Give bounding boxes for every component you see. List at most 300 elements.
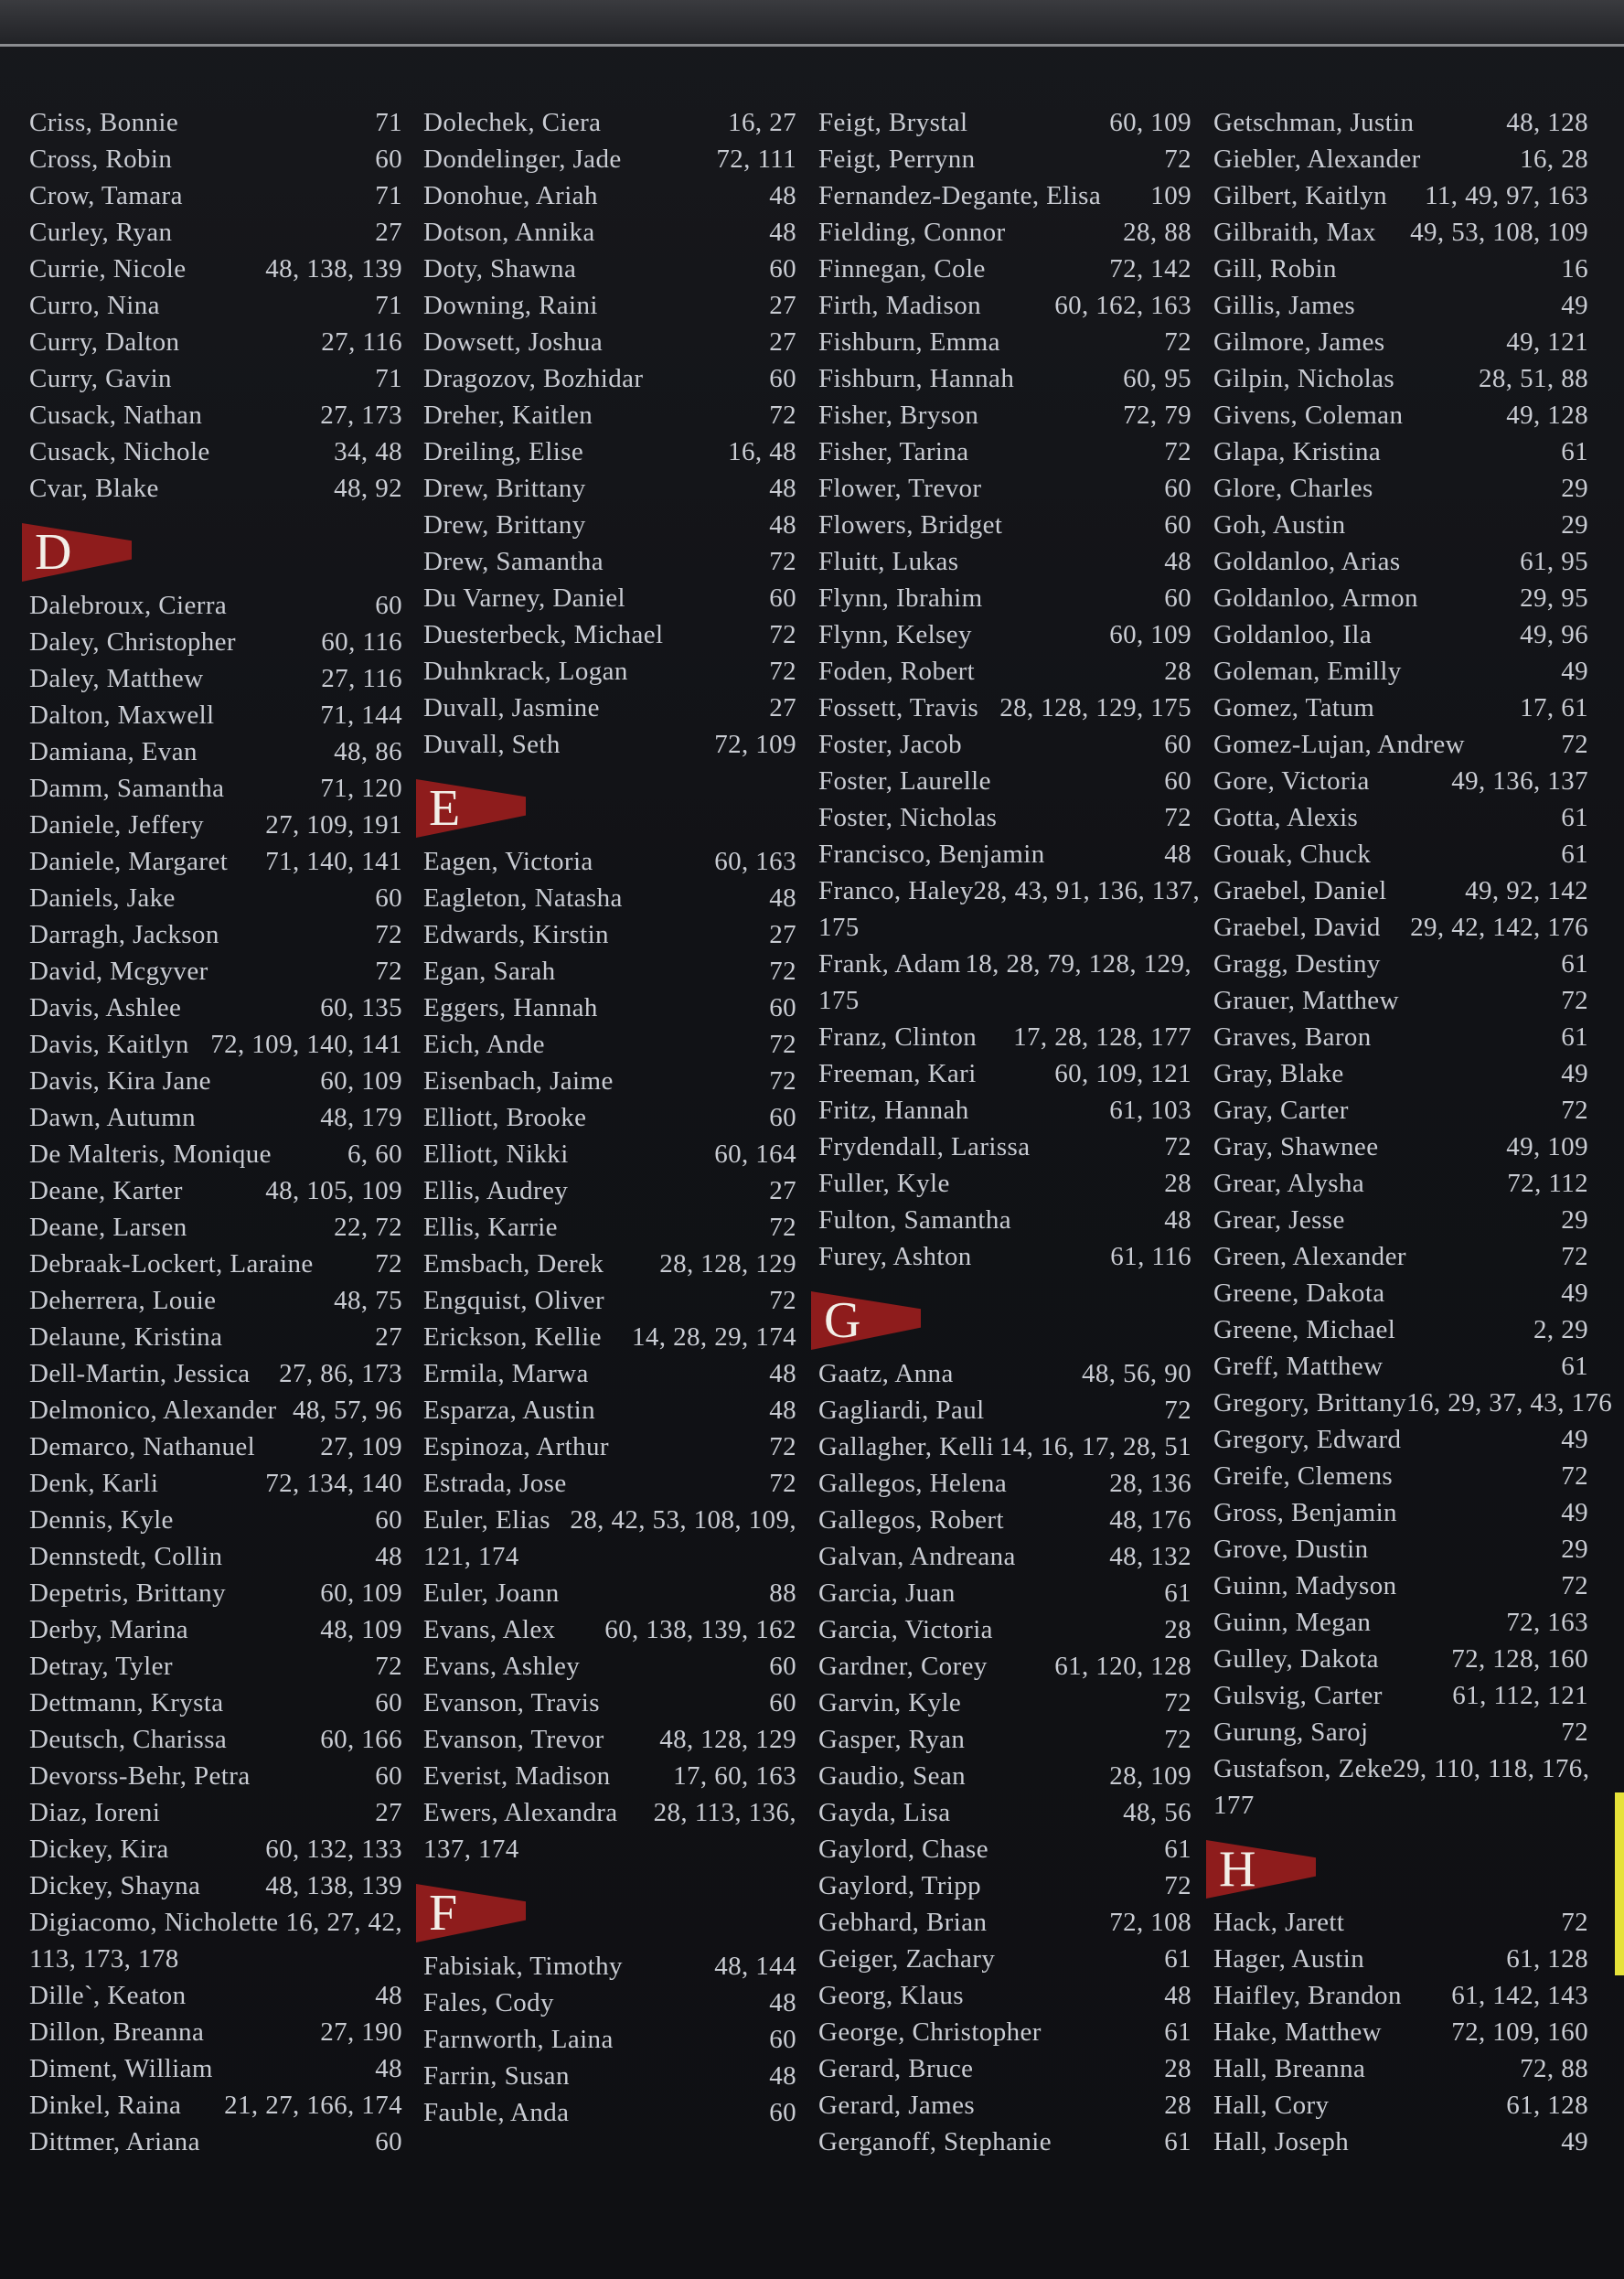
- entry-pages: 27: [769, 920, 796, 949]
- entry-name: Curley, Ryan: [29, 218, 173, 247]
- index-entry: [29, 1319, 402, 1355]
- entry-pages: 60: [769, 1103, 796, 1132]
- entry-pages: 61, 116: [1110, 1242, 1191, 1271]
- entry-pages: 60: [1164, 766, 1191, 796]
- index-entry: [1213, 251, 1588, 287]
- entry-pages: 72: [375, 1249, 402, 1279]
- entry-name: Givens, Coleman: [1213, 401, 1404, 430]
- entry-name: Fishburn, Emma: [818, 327, 1000, 357]
- index-entry: [29, 1611, 402, 1648]
- entry-name: Furey, Ashton: [818, 1242, 972, 1271]
- index-entry: [423, 507, 796, 543]
- entry-pages: 61, 112, 121: [1452, 1681, 1588, 1710]
- entry-name: Garcia, Victoria: [818, 1615, 993, 1644]
- entry-pages: 61: [1164, 1944, 1191, 1974]
- section-letter: G: [824, 1292, 861, 1349]
- index-entry: [423, 1948, 796, 1985]
- entry-pages: 29, 110, 118, 176,: [1393, 1754, 1590, 1783]
- index-entry: [29, 1282, 402, 1319]
- entry-name: Davis, Ashlee: [29, 993, 182, 1022]
- index-entry: [1213, 580, 1588, 616]
- entry-pages: 29: [1561, 1205, 1588, 1235]
- entry-name: Eggers, Hannah: [423, 993, 598, 1022]
- entry-name: Gallegos, Helena: [818, 1469, 1008, 1498]
- index-entry: [423, 1172, 796, 1209]
- entry-pages: 60, 109: [320, 1578, 402, 1608]
- entry-name: Devorss-Behr, Petra: [29, 1761, 251, 1791]
- entry-name: Dalebroux, Cierra: [29, 591, 228, 620]
- entry-name: Drew, Brittany: [423, 474, 586, 503]
- entry-name: Fielding, Connor: [818, 218, 1006, 247]
- entry-pages: 60, 109: [1109, 620, 1191, 649]
- entry-pages: 49, 121: [1506, 327, 1588, 357]
- entry-name: Firth, Madison: [818, 291, 981, 320]
- entry-pages: 60: [375, 1505, 402, 1535]
- index-entry: [818, 1129, 1191, 1165]
- index-entry: [1213, 214, 1588, 251]
- index-entry: [1213, 1275, 1588, 1311]
- entry-name: Gregory, Brittany: [1213, 1388, 1407, 1418]
- index-entry: [1213, 433, 1588, 470]
- index-entry: [423, 1209, 796, 1246]
- entry-name: Delmonico, Alexander: [29, 1396, 277, 1425]
- index-entry: [423, 1985, 796, 2021]
- entry-pages: 72: [1164, 803, 1191, 832]
- entry-pages: 48: [769, 2061, 796, 2091]
- entry-pages: 61, 103: [1109, 1096, 1191, 1125]
- entry-pages: 48, 92: [334, 474, 402, 503]
- entry-name: Demarco, Nathanuel: [29, 1432, 256, 1461]
- entry-pages: 60: [375, 144, 402, 174]
- entry-name: Glore, Charles: [1213, 474, 1373, 503]
- index-entry: [29, 807, 402, 843]
- entry-name: Grauer, Matthew: [1213, 986, 1399, 1015]
- entry-name: Gilpin, Nicholas: [1213, 364, 1395, 393]
- entry-name: Curry, Gavin: [29, 364, 172, 393]
- entry-name: Haifley, Brandon: [1213, 1981, 1402, 2010]
- entry-pages: 72: [1561, 1096, 1588, 1125]
- entry-name: Dettmann, Krysta: [29, 1688, 224, 1717]
- entry-name: Doty, Shawna: [423, 254, 577, 284]
- index-entry: [1213, 177, 1588, 214]
- index-entry: [1213, 1677, 1588, 1714]
- entry-pages: 48: [769, 474, 796, 503]
- entry-pages: 72: [375, 920, 402, 949]
- entry-name: Gill, Robin: [1213, 254, 1337, 284]
- entry-pages: 72: [1561, 1571, 1588, 1600]
- index-entry: [29, 1136, 402, 1172]
- index-entry: [423, 1099, 796, 1136]
- index-entry: [29, 953, 402, 990]
- index-entry: [29, 2087, 402, 2124]
- entry-pages: 16: [1561, 254, 1588, 284]
- entry-pages: 49, 109: [1506, 1132, 1588, 1161]
- entry-name: Damm, Samantha: [29, 774, 225, 803]
- entry-pages: 48, 128, 129: [659, 1725, 796, 1754]
- index-entry: [29, 2014, 402, 2050]
- entry-name: Greife, Clemens: [1213, 1461, 1394, 1491]
- index-entry: [818, 616, 1191, 653]
- index-entry: [423, 616, 796, 653]
- index-entry: [29, 2124, 402, 2160]
- entry-name: Francisco, Benjamin: [818, 840, 1045, 869]
- entry-pages: 60: [375, 591, 402, 620]
- index-entry: [818, 1355, 1191, 1392]
- index-entry: [1213, 1458, 1588, 1494]
- entry-name: Evans, Alex: [423, 1615, 556, 1644]
- entry-pages: 71, 120: [320, 774, 402, 803]
- entry-pages: 27: [375, 1798, 402, 1827]
- entry-name: Gray, Shawnee: [1213, 1132, 1379, 1161]
- entry-pages: 48, 144: [714, 1952, 796, 1981]
- index-entry: [818, 543, 1191, 580]
- entry-pages: 48, 128: [1506, 108, 1588, 137]
- entry-pages: 49, 136, 137: [1451, 766, 1588, 796]
- entry-pages: 49: [1561, 1059, 1588, 1088]
- entry-pages: 71, 140, 141: [265, 847, 402, 876]
- entry-pages: 28, 42, 53, 108, 109,: [570, 1505, 796, 1535]
- entry-name: Elliott, Nikki: [423, 1140, 569, 1169]
- index-entry: [1213, 1055, 1588, 1092]
- entry-pages: 28, 51, 88: [1479, 364, 1588, 393]
- entry-name: Gaatz, Anna: [818, 1359, 954, 1388]
- entry-name: Hack, Jarett: [1213, 1908, 1345, 1937]
- entry-name: Cvar, Blake: [29, 474, 159, 503]
- index-entry: [1213, 397, 1588, 433]
- entry-name: Feigt, Perrynn: [818, 144, 976, 174]
- index-entry: [423, 990, 796, 1026]
- index-entry: [29, 1026, 402, 1063]
- entry-pages: 27: [769, 327, 796, 357]
- entry-pages: 27: [375, 1322, 402, 1352]
- entry-name: Greff, Matthew: [1213, 1352, 1384, 1381]
- index-entry: [818, 2124, 1191, 2160]
- entry-name: Deherrera, Louie: [29, 1286, 217, 1315]
- entry-pages: 60, 138, 139, 162: [604, 1615, 796, 1644]
- entry-name: Duhnkrack, Logan: [423, 657, 628, 686]
- entry-pages: 60, 135: [320, 993, 402, 1022]
- index-entry-continuation: 177: [1213, 1791, 1255, 1820]
- entry-name: Davis, Kira Jane: [29, 1066, 211, 1096]
- entry-pages: 48: [1164, 1981, 1191, 2010]
- index-entry: [818, 799, 1191, 836]
- entry-name: Goldanloo, Arias: [1213, 547, 1401, 576]
- entry-pages: 61: [1164, 2017, 1191, 2047]
- entry-pages: 72: [769, 620, 796, 649]
- index-entry: [423, 360, 796, 397]
- entry-pages: 61, 142, 143: [1451, 1981, 1588, 2010]
- section-letter: H: [1219, 1841, 1256, 1898]
- index-entry: [1213, 726, 1588, 763]
- index-entry: [818, 1721, 1191, 1758]
- index-entry: [1213, 909, 1588, 946]
- index-entry: [1213, 1238, 1588, 1275]
- entry-pages: 72: [1561, 1908, 1588, 1937]
- index-entry: [29, 916, 402, 953]
- index-entry: [1213, 1019, 1588, 1055]
- entry-pages: 71, 144: [320, 701, 402, 730]
- index-entry: [1213, 360, 1588, 397]
- entry-name: Grear, Alysha: [1213, 1169, 1365, 1198]
- index-entry: [1213, 1604, 1588, 1641]
- entry-name: Georg, Klaus: [818, 1981, 964, 2010]
- entry-name: Gray, Blake: [1213, 1059, 1344, 1088]
- index-entry: [423, 214, 796, 251]
- entry-pages: 72: [1164, 1688, 1191, 1717]
- index-entry: [29, 1538, 402, 1575]
- index-entry: [423, 880, 796, 916]
- index-entry: [1213, 507, 1588, 543]
- entry-name: Dell-Martin, Jessica: [29, 1359, 251, 1388]
- index-entry: [423, 1428, 796, 1465]
- entry-pages: 48: [769, 1988, 796, 2017]
- entry-name: Fauble, Anda: [423, 2098, 570, 2127]
- entry-pages: 28, 109: [1109, 1761, 1191, 1791]
- entry-name: Duvall, Jasmine: [423, 693, 600, 722]
- entry-pages: 72, 142: [1109, 254, 1191, 284]
- entry-pages: 27, 109, 191: [265, 810, 402, 840]
- entry-pages: 27, 190: [320, 2017, 402, 2047]
- index-entry: [818, 690, 1191, 726]
- index-entry: [29, 880, 402, 916]
- index-entry: [29, 324, 402, 360]
- entry-name: Elliott, Brooke: [423, 1103, 587, 1132]
- index-entry: [423, 470, 796, 507]
- entry-name: Detray, Tyler: [29, 1652, 173, 1681]
- entry-pages: 88: [769, 1578, 796, 1608]
- entry-pages: 72, 112: [1507, 1169, 1588, 1198]
- entry-pages: 16, 27: [728, 108, 796, 137]
- index-entry: [818, 397, 1191, 433]
- entry-pages: 72: [769, 1469, 796, 1498]
- entry-pages: 48: [769, 883, 796, 913]
- entry-pages: 61: [1561, 949, 1588, 979]
- entry-pages: 28, 113, 136,: [653, 1798, 796, 1827]
- entry-name: Downing, Raini: [423, 291, 598, 320]
- entry-name: Esparza, Austin: [423, 1396, 596, 1425]
- entry-pages: 48, 86: [334, 737, 402, 766]
- entry-name: Engquist, Oliver: [423, 1286, 605, 1315]
- entry-name: Gilmore, James: [1213, 327, 1385, 357]
- entry-pages: 6, 60: [347, 1140, 402, 1169]
- entry-pages: 27: [769, 1176, 796, 1205]
- index-entry: [423, 1758, 796, 1794]
- letter-banner-e: [416, 774, 796, 840]
- entry-pages: 48, 57, 96: [293, 1396, 402, 1425]
- entry-pages: 60: [769, 1652, 796, 1681]
- index-entry: [29, 104, 402, 141]
- entry-name: Fales, Cody: [423, 1988, 554, 2017]
- entry-name: Hall, Cory: [1213, 2091, 1330, 2120]
- entry-pages: 16, 48: [728, 437, 796, 466]
- entry-name: Cusack, Nathan: [29, 401, 203, 430]
- entry-pages: 29, 95: [1520, 583, 1588, 613]
- index-entry: [818, 1019, 1191, 1055]
- edge-strip: [1615, 1792, 1624, 1975]
- entry-name: Dowsett, Joshua: [423, 327, 604, 357]
- entry-pages: 27: [375, 218, 402, 247]
- entry-name: Egan, Sarah: [423, 957, 556, 986]
- entry-name: Gilbraith, Max: [1213, 218, 1376, 247]
- entry-pages: 48, 179: [320, 1103, 402, 1132]
- entry-pages: 72, 109: [714, 730, 796, 759]
- entry-name: Dragozov, Bozhidar: [423, 364, 644, 393]
- index-column-2: [423, 104, 796, 2131]
- entry-name: Dillon, Breanna: [29, 2017, 205, 2047]
- index-entry: [1213, 872, 1588, 909]
- entry-name: Foster, Nicholas: [818, 803, 998, 832]
- entry-name: Franz, Clinton: [818, 1022, 978, 1052]
- entry-pages: 60: [1164, 583, 1191, 613]
- index-entry: [423, 726, 796, 763]
- entry-pages: 72, 109, 160: [1451, 2017, 1588, 2047]
- index-entry: [1213, 1092, 1588, 1129]
- entry-pages: 60, 162, 163: [1054, 291, 1191, 320]
- top-band: [0, 0, 1624, 44]
- entry-name: Damiana, Evan: [29, 737, 198, 766]
- entry-name: Fernandez-Degante, Elisa: [818, 181, 1102, 210]
- section-letter: F: [429, 1885, 458, 1942]
- index-entry: [818, 177, 1191, 214]
- entry-pages: 2, 29: [1533, 1315, 1588, 1344]
- entry-pages: 72: [1561, 1461, 1588, 1491]
- entry-name: Daniele, Margaret: [29, 847, 229, 876]
- entry-name: Flynn, Ibrahim: [818, 583, 983, 613]
- index-entry: [423, 104, 796, 141]
- entry-name: Gragg, Destiny: [1213, 949, 1381, 979]
- entry-name: Ellis, Karrie: [423, 1213, 558, 1242]
- index-entry: [1213, 1165, 1588, 1202]
- entry-name: Grear, Jesse: [1213, 1205, 1345, 1235]
- entry-name: Foster, Laurelle: [818, 766, 991, 796]
- entry-name: Dondelinger, Jade: [423, 144, 622, 174]
- index-entry: [1213, 2014, 1588, 2050]
- entry-name: Ermila, Marwa: [423, 1359, 589, 1388]
- entry-name: Gore, Victoria: [1213, 766, 1370, 796]
- entry-pages: 17, 28, 128, 177: [1013, 1022, 1191, 1052]
- entry-name: Dalton, Maxwell: [29, 701, 215, 730]
- entry-pages: 60, 116: [321, 627, 402, 657]
- entry-pages: 29, 42, 142, 176: [1410, 913, 1588, 942]
- index-entry: [1213, 1348, 1588, 1385]
- entry-pages: 72: [1164, 144, 1191, 174]
- index-entry-continuation: 113, 173, 178: [29, 1944, 179, 1974]
- entry-name: Fisher, Bryson: [818, 401, 979, 430]
- index-entry: [818, 872, 1201, 909]
- index-entry: [1213, 1494, 1588, 1531]
- entry-pages: 28: [1164, 2091, 1191, 2120]
- entry-pages: 49: [1561, 1498, 1588, 1527]
- entry-name: Frydendall, Larissa: [818, 1132, 1031, 1161]
- entry-name: Gallegos, Robert: [818, 1505, 1004, 1535]
- index-entry: [818, 1758, 1191, 1794]
- entry-pages: 72, 134, 140: [265, 1469, 402, 1498]
- entry-name: Davis, Kaitlyn: [29, 1030, 189, 1059]
- entry-pages: 60, 132, 133: [265, 1835, 402, 1864]
- index-entry: [818, 141, 1191, 177]
- entry-name: Goleman, Emilly: [1213, 657, 1402, 686]
- entry-name: Donohue, Ariah: [423, 181, 598, 210]
- entry-name: Dolechek, Ciera: [423, 108, 602, 137]
- index-entry: [423, 2021, 796, 2058]
- entry-name: Duesterbeck, Michael: [423, 620, 664, 649]
- top-rule: [0, 44, 1624, 47]
- index-entry: [29, 1648, 402, 1685]
- index-entry: [818, 1428, 1191, 1465]
- entry-name: Drew, Brittany: [423, 510, 586, 540]
- entry-pages: 60: [769, 2098, 796, 2127]
- index-entry: [818, 1465, 1191, 1502]
- entry-pages: 72: [769, 401, 796, 430]
- entry-name: Gomez-Lujan, Andrew: [1213, 730, 1465, 759]
- entry-name: Gallagher, Kelli: [818, 1432, 995, 1461]
- entry-name: Evanson, Trevor: [423, 1725, 604, 1754]
- index-entry: [29, 1246, 402, 1282]
- index-entry: [1213, 1904, 1588, 1941]
- entry-name: Fulton, Samantha: [818, 1205, 1011, 1235]
- entry-name: Estrada, Jose: [423, 1469, 567, 1498]
- entry-name: Diment, William: [29, 2054, 213, 2083]
- index-entry: [29, 251, 402, 287]
- index-entry: [423, 1794, 796, 1831]
- entry-name: Drew, Samantha: [423, 547, 604, 576]
- index-entry: [29, 1063, 402, 1099]
- index-entry: [818, 2050, 1191, 2087]
- entry-pages: 48, 56, 90: [1082, 1359, 1191, 1388]
- index-entry: [29, 1465, 402, 1502]
- entry-pages: 61: [1561, 1352, 1588, 1381]
- index-entry: [1213, 763, 1588, 799]
- entry-pages: 72: [1164, 1871, 1191, 1900]
- entry-name: Gaudio, Sean: [818, 1761, 967, 1791]
- entry-name: Dreiling, Elise: [423, 437, 584, 466]
- index-entry: [423, 1648, 796, 1685]
- entry-name: Gurung, Saroj: [1213, 1717, 1369, 1747]
- entry-pages: 60: [1164, 730, 1191, 759]
- index-entry: [29, 1794, 402, 1831]
- entry-pages: 29: [1561, 1535, 1588, 1564]
- entry-pages: 27, 116: [321, 327, 402, 357]
- entry-pages: 49, 96: [1520, 620, 1588, 649]
- index-entry: [1213, 1385, 1613, 1421]
- entry-pages: 48: [769, 181, 796, 210]
- entry-name: Gotta, Alexis: [1213, 803, 1359, 832]
- entry-pages: 48: [375, 2054, 402, 2083]
- index-entry: [818, 836, 1191, 872]
- index-entry: [423, 953, 796, 990]
- index-entry: [29, 587, 402, 624]
- entry-pages: 72: [1164, 437, 1191, 466]
- index-entry: [423, 177, 796, 214]
- entry-name: Gaylord, Tripp: [818, 1871, 982, 1900]
- index-entry: [29, 1355, 402, 1392]
- index-entry: [818, 251, 1191, 287]
- index-entry: [423, 690, 796, 726]
- entry-name: Euler, Joann: [423, 1578, 560, 1608]
- entry-name: Curry, Dalton: [29, 327, 180, 357]
- entry-name: Garcia, Juan: [818, 1578, 956, 1608]
- index-entry: [423, 1611, 796, 1648]
- entry-name: Eisenbach, Jaime: [423, 1066, 614, 1096]
- entry-pages: 72, 109, 140, 141: [210, 1030, 402, 1059]
- entry-name: Gilbert, Kaitlyn: [1213, 181, 1388, 210]
- entry-name: Graebel, David: [1213, 913, 1381, 942]
- entry-pages: 27: [769, 693, 796, 722]
- entry-pages: 60: [1164, 474, 1191, 503]
- entry-pages: 71: [375, 181, 402, 210]
- entry-name: Criss, Bonnie: [29, 108, 179, 137]
- letter-banner-f: [416, 1878, 796, 1944]
